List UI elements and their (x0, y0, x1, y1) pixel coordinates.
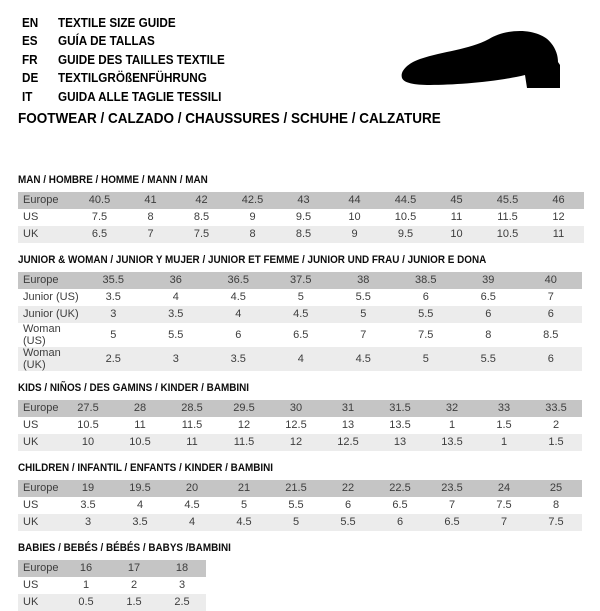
size-cell: 40.5 (74, 192, 125, 209)
size-cell: 6 (235, 328, 242, 341)
size-cell: 18 (158, 560, 206, 577)
size-cell: 28.5 (166, 400, 218, 417)
size-cell: 1 (82, 579, 90, 591)
size-cell: 10.5 (482, 226, 533, 243)
size-cell: 5.5 (288, 499, 304, 511)
size-cell: 7 (125, 226, 176, 243)
size-cell: 10.5 (77, 419, 99, 431)
size-cell: 8.5 (278, 226, 329, 243)
table-row-uk (18, 514, 582, 531)
size-cell: 19 (62, 480, 114, 497)
size-cell: 32 (426, 400, 478, 417)
shoe-icon (396, 28, 586, 98)
size-cell: 21.5 (270, 480, 322, 497)
row-label: Junior (US) (23, 291, 79, 303)
size-cell: 1.5 (530, 434, 582, 451)
lang-code: ES (22, 33, 38, 49)
size-table-man (18, 192, 584, 243)
size-cell: 4 (166, 514, 218, 531)
section-title-text: KIDS / NIÑOS / DES GAMINS / KINDER / BAMBINI (18, 381, 250, 394)
size-cell: 44.5 (380, 192, 431, 209)
size-cell: 22.5 (374, 480, 426, 497)
section-title-text: MAN / HOMBRE / HOMME / MANN / MAN (18, 173, 208, 186)
size-cell: 21 (218, 480, 270, 497)
table-row-us (18, 209, 584, 226)
table-row-woman-us (18, 323, 582, 347)
table-row-us (18, 497, 582, 514)
size-cell: 13 (374, 434, 426, 451)
size-cell: 39 (457, 272, 520, 289)
size-cell: 2.5 (82, 347, 145, 371)
lang-label: GUIDE DES TAILLES TEXTILE (58, 51, 225, 67)
size-cell: 5.5 (457, 347, 520, 371)
size-cell: 3 (62, 514, 114, 531)
size-cell: 41 (125, 192, 176, 209)
row-label: US (23, 499, 39, 511)
size-table-junior-woman (18, 272, 582, 371)
size-cell: 11.5 (497, 211, 518, 223)
size-cell: 12 (270, 434, 322, 451)
size-cell: 42 (176, 192, 227, 209)
size-cell: 6.5 (426, 514, 478, 531)
size-cell: 35.5 (82, 272, 145, 289)
table-row-europe (18, 560, 206, 577)
size-cell: 38 (332, 272, 395, 289)
size-cell: 43 (278, 192, 329, 209)
table-row-europe (18, 272, 582, 289)
size-cell: 0.5 (62, 594, 110, 611)
size-cell: 6 (344, 499, 352, 511)
size-cell: 31.5 (374, 400, 426, 417)
table-row-europe (18, 192, 584, 209)
category-line: FOOTWEAR / CALZADO / CHAUSSURES / SCHUHE / CALZATURE (18, 109, 441, 127)
section-title-text: JUNIOR & WOMAN / JUNIOR Y MUJER / JUNIOR ET FEMME / JUNIOR UND FRAU / JUNIOR E DONA (18, 253, 487, 266)
size-cell: 3 (82, 306, 145, 323)
size-section-babies (18, 542, 600, 611)
table-row-europe (18, 480, 582, 497)
size-cell: 13 (341, 419, 355, 431)
size-cell: 3 (145, 347, 208, 371)
size-cell: 5.5 (395, 306, 458, 323)
size-cell: 3 (178, 579, 186, 591)
size-cell: 5 (395, 347, 458, 371)
size-tables (18, 174, 600, 611)
size-cell: 10.5 (114, 434, 166, 451)
size-cell: 6 (520, 306, 583, 323)
size-cell: 12.5 (285, 419, 307, 431)
size-cell: 6 (457, 306, 520, 323)
size-cell: 5 (110, 328, 117, 341)
size-cell: 6.5 (480, 291, 496, 303)
size-cell: 9.5 (295, 211, 312, 223)
size-cell: 6 (422, 291, 429, 303)
size-cell: 1.5 (496, 419, 512, 431)
row-label: UK (18, 594, 62, 611)
size-section-man (18, 174, 600, 243)
size-cell: 9 (249, 211, 256, 223)
size-cell: 19.5 (114, 480, 166, 497)
size-cell: 10 (62, 434, 114, 451)
size-cell: 4.5 (230, 291, 246, 303)
row-label: US (23, 579, 39, 591)
size-cell: 30 (270, 400, 322, 417)
size-cell: 44 (329, 192, 380, 209)
size-cell: 45 (431, 192, 482, 209)
section-title-kids (18, 382, 600, 395)
size-section-kids (18, 382, 600, 451)
row-label: US (23, 211, 39, 223)
size-cell: 7.5 (496, 499, 512, 511)
lang-label: GUIDA ALLE TAGLIE TESSILI (58, 88, 222, 104)
size-cell: 11 (533, 226, 584, 243)
size-cell: 1 (478, 434, 530, 451)
size-cell: 13.5 (426, 434, 478, 451)
size-cell: 3.5 (114, 514, 166, 531)
table-row-uk (18, 434, 582, 451)
size-cell: 4.5 (270, 306, 333, 323)
lang-code: FR (22, 51, 38, 67)
row-label: Woman (UK) (18, 347, 82, 371)
size-cell: 11.5 (181, 419, 203, 431)
size-cell: 5 (270, 514, 322, 531)
row-label: Europe (18, 272, 82, 289)
size-cell: 4 (172, 291, 179, 303)
size-cell: 2 (130, 579, 138, 591)
size-cell: 33.5 (530, 400, 582, 417)
size-cell: 8 (485, 328, 492, 341)
size-cell: 5 (332, 306, 395, 323)
size-cell: 7.5 (530, 514, 582, 531)
lang-label: GUÍA DE TALLAS (58, 33, 155, 49)
size-cell: 10.5 (394, 211, 417, 223)
size-cell: 5.5 (168, 328, 184, 341)
table-row-uk (18, 226, 584, 243)
size-cell: 7.5 (176, 226, 227, 243)
lang-label: TEXTILGRÖßENFÜHRUNG (58, 70, 207, 86)
size-cell: 7 (547, 291, 554, 303)
size-cell: 5.5 (322, 514, 374, 531)
size-cell: 22 (322, 480, 374, 497)
size-cell: 37.5 (270, 272, 333, 289)
size-cell: 3.5 (105, 291, 121, 303)
size-cell: 12.5 (322, 434, 374, 451)
section-title-junior-woman (18, 254, 600, 267)
section-title-children (18, 462, 600, 475)
row-label: UK (18, 514, 62, 531)
size-cell: 5 (240, 499, 248, 511)
size-cell: 12 (552, 211, 565, 223)
size-section-junior-woman (18, 254, 600, 371)
size-table-babies (18, 560, 206, 611)
section-title-text: CHILDREN / INFANTIL / ENFANTS / KINDER / BAMBINI (18, 461, 274, 474)
size-cell: 6.5 (392, 499, 408, 511)
size-cell: 20 (166, 480, 218, 497)
size-cell: 45.5 (482, 192, 533, 209)
row-label: Europe (18, 560, 62, 577)
size-cell: 36.5 (207, 272, 270, 289)
size-cell: 7.5 (418, 328, 434, 341)
size-cell: 5 (297, 291, 304, 303)
table-row-us (18, 417, 582, 434)
lang-code: DE (22, 70, 39, 86)
table-row-junior-us (18, 289, 582, 306)
size-cell: 3.5 (145, 306, 208, 323)
size-cell: 7 (478, 514, 530, 531)
row-label: Europe (18, 192, 74, 209)
size-cell: 4.5 (332, 347, 395, 371)
size-section-children (18, 462, 600, 531)
size-cell: 46 (533, 192, 584, 209)
size-cell: 31 (322, 400, 374, 417)
lang-code: EN (22, 14, 39, 30)
size-cell: 10 (431, 226, 482, 243)
table-row-europe (18, 400, 582, 417)
row-label: Europe (18, 480, 62, 497)
row-label: UK (18, 434, 62, 451)
size-cell: 6 (374, 514, 426, 531)
size-cell: 7 (448, 499, 456, 511)
size-cell: 33 (478, 400, 530, 417)
size-cell: 8 (227, 226, 278, 243)
size-cell: 8.5 (193, 211, 210, 223)
section-title-man (18, 174, 600, 187)
size-cell: 7 (360, 328, 367, 341)
size-cell: 16 (62, 560, 110, 577)
size-cell: 11 (166, 434, 218, 451)
size-cell: 42.5 (227, 192, 278, 209)
row-label: Europe (18, 400, 62, 417)
size-cell: 12 (237, 419, 251, 431)
size-cell: 36 (145, 272, 208, 289)
table-row-woman-uk (18, 347, 582, 371)
size-cell: 4 (136, 499, 144, 511)
size-cell: 38.5 (395, 272, 458, 289)
size-cell: 6 (520, 347, 583, 371)
row-label: US (23, 419, 39, 431)
size-cell: 11 (134, 419, 146, 431)
size-cell: 6.5 (293, 328, 309, 341)
lang-code: IT (22, 88, 33, 104)
row-label: Woman (US) (23, 322, 61, 347)
size-cell: 8.5 (543, 328, 559, 341)
size-cell: 2.5 (158, 594, 206, 611)
size-cell: 4 (207, 306, 270, 323)
row-label: Junior (UK) (18, 306, 82, 323)
size-cell: 9 (329, 226, 380, 243)
size-cell: 27.5 (62, 400, 114, 417)
size-cell: 1.5 (110, 594, 158, 611)
table-row-uk (18, 594, 206, 611)
size-cell: 8 (552, 499, 560, 511)
size-cell: 2 (552, 419, 560, 431)
size-table-children (18, 480, 582, 531)
size-cell: 24 (478, 480, 530, 497)
row-label: UK (18, 226, 74, 243)
size-cell: 9.5 (380, 226, 431, 243)
size-cell: 7.5 (91, 211, 108, 223)
size-cell: 29.5 (218, 400, 270, 417)
size-cell: 5.5 (355, 291, 371, 303)
table-row-us (18, 577, 206, 594)
size-cell: 28 (114, 400, 166, 417)
size-cell: 11 (450, 211, 463, 223)
size-table-kids (18, 400, 582, 451)
size-cell: 11.5 (218, 434, 270, 451)
header (18, 13, 600, 128)
size-cell: 6.5 (74, 226, 125, 243)
section-title-babies (18, 542, 600, 555)
section-title-text: BABIES / BEBÉS / BÉBÉS / BABYS /BAMBINI (18, 541, 231, 554)
size-cell: 40 (520, 272, 583, 289)
size-cell: 13.5 (389, 419, 411, 431)
size-cell: 10 (348, 211, 361, 223)
size-cell: 1 (448, 419, 456, 431)
size-cell: 3.5 (207, 347, 270, 371)
size-cell: 3.5 (80, 499, 96, 511)
size-cell: 4.5 (218, 514, 270, 531)
size-cell: 25 (530, 480, 582, 497)
size-cell: 17 (110, 560, 158, 577)
size-cell: 8 (147, 211, 154, 223)
size-cell: 4 (270, 347, 333, 371)
table-row-junior-uk (18, 306, 582, 323)
lang-label: TEXTILE SIZE GUIDE (58, 14, 176, 30)
size-cell: 4.5 (184, 499, 200, 511)
size-cell: 23.5 (426, 480, 478, 497)
